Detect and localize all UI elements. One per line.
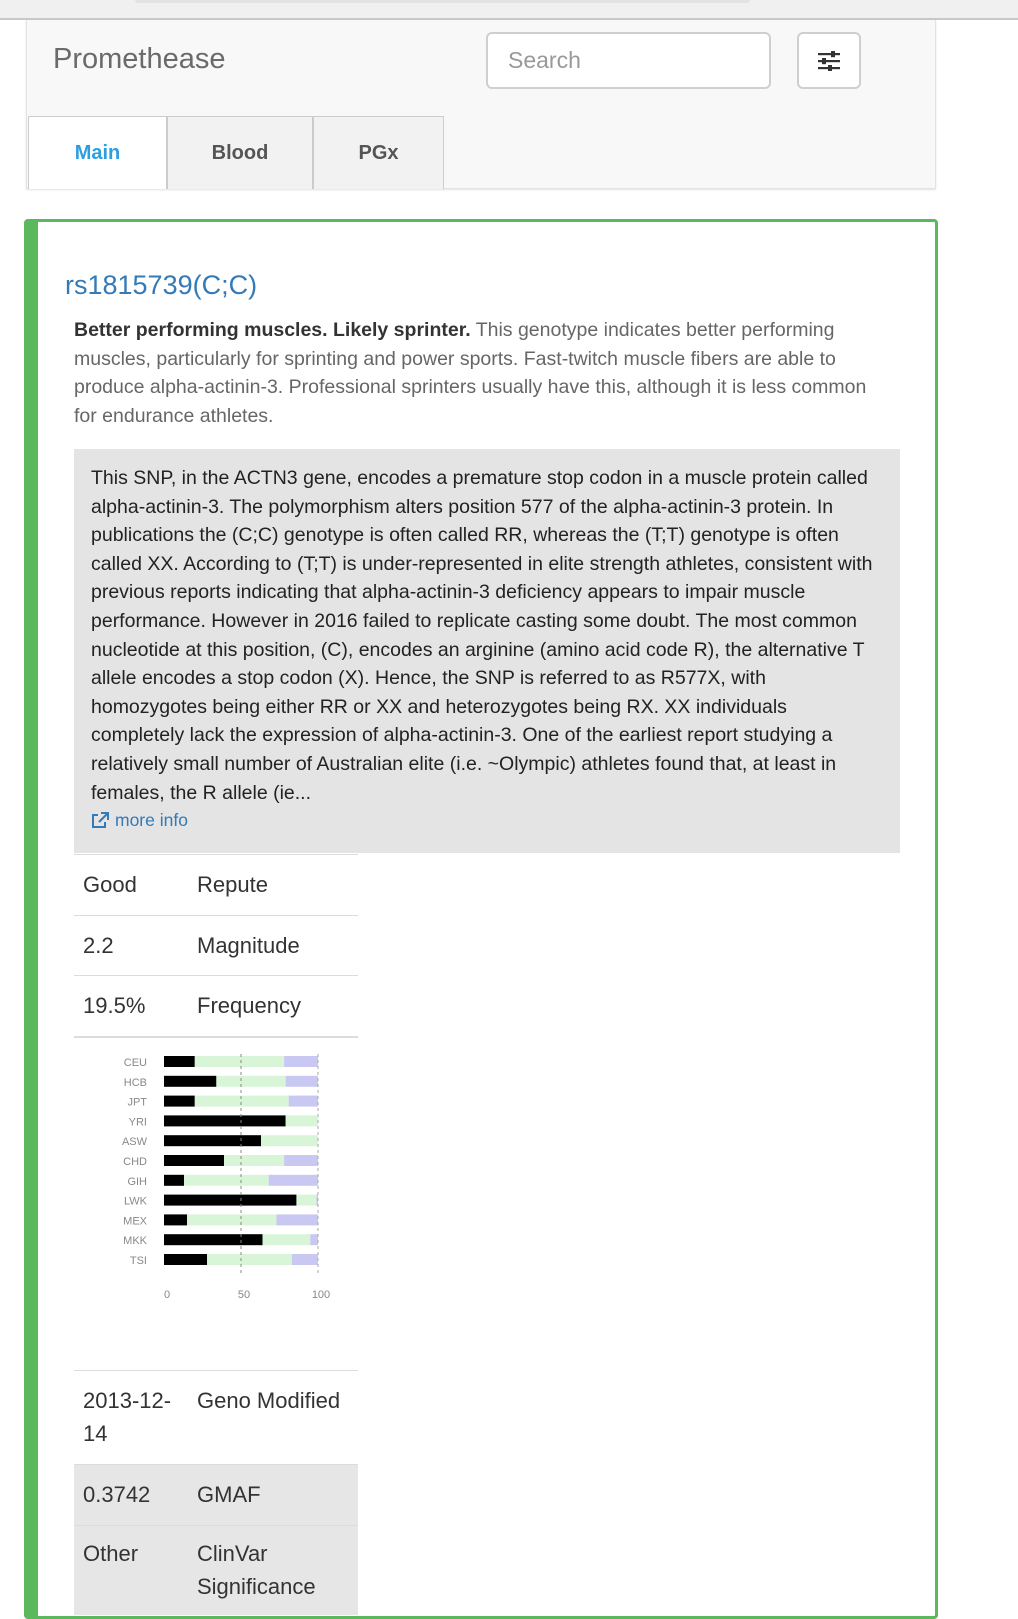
- population-bar-chart: [74, 1038, 358, 1338]
- clinvar-label: ClinVar Significance: [197, 1541, 316, 1599]
- repute-value: Good: [83, 872, 137, 897]
- app-title: Promethease: [53, 43, 226, 75]
- table-row: [74, 1464, 358, 1525]
- tab-main[interactable]: Main: [28, 116, 167, 189]
- chart-bar-segment: [187, 1214, 276, 1225]
- chart-bar-segment: [261, 1135, 318, 1146]
- chart-x-tick-label: 50: [237, 1288, 251, 1301]
- app-header: [26, 20, 936, 189]
- table-row: [74, 1525, 358, 1615]
- chart-x-tick-label: 0: [163, 1288, 171, 1301]
- chart-category-label: MKK: [123, 1235, 147, 1248]
- chart-category-label: CHD: [123, 1156, 147, 1168]
- gmaf-value: 0.3742: [83, 1482, 151, 1507]
- frequency-label: Frequency: [197, 993, 301, 1018]
- snp-summary: [74, 316, 894, 430]
- chart-bar-segment: [164, 1076, 216, 1087]
- frequency-value: 19.5%: [83, 993, 146, 1018]
- table-row: [74, 1370, 358, 1464]
- summary-text: This genotype indicates better performing muscles, particularly for sprinting and power sports. Fast-twitch muscle fibers are able to produce alpha-actinin-3. Professional sprinters usually have this, although it is less common for endurance athletes.: [74, 319, 867, 427]
- chart-bar-segment: [296, 1195, 316, 1206]
- chart-bar-segment: [195, 1096, 289, 1107]
- stats-table-bottom: [74, 1370, 358, 1615]
- sliders-icon: [817, 51, 841, 71]
- chart-category-label: TSI: [129, 1255, 147, 1267]
- tab-pgx[interactable]: PGx: [313, 116, 444, 189]
- description-text: This SNP, in the ACTN3 gene, encodes a premature stop codon in a muscle protein called alpha-actinin-3. The polymorphism alters position 577 of the alpha-actinin-3 protein. In publications the (C;C) genotype is often called RR, whereas the (T;T) genotype is often called XX. According to (T;T) is under-represented in elite strength athletes, consistent with previous reports indicating that alpha-actinin-3 deficiency appears to impair muscle performance. However in 2016 failed to replicate casting some doubt. The most common nucleotide at this position, (C), encodes an arginine (amino acid code R), the alternative T allele encodes a stop codon (X). Hence, the SNP is referred to as R577X, with homozygotes being either RR or XX and heterozygotes being RX. XX individuals completely lack the expression of alpha-actinin-3. One of the earliest report studying a relatively small number of Australian elite (i.e. ~Olympic) athletes found that, at least in females, the R allele (ie...: [91, 467, 873, 804]
- tab-bar: [28, 116, 444, 189]
- chart-bar-segment: [164, 1195, 296, 1206]
- chart-bar-segment: [216, 1076, 285, 1087]
- table-row: [74, 854, 358, 915]
- table-row: [74, 975, 358, 1036]
- chart-x-tick-label: 100: [311, 1288, 331, 1301]
- chart-category-label: HCB: [123, 1076, 147, 1089]
- gmaf-label: GMAF: [197, 1482, 261, 1507]
- chart-category-label: GIH: [127, 1175, 147, 1188]
- chart-bar-segment: [269, 1175, 318, 1186]
- chart-bar-segment: [164, 1254, 207, 1265]
- chart-bar-segment: [184, 1175, 269, 1186]
- chart-bar-segment: [164, 1175, 184, 1186]
- geno-modified-value: 2013-12-14: [83, 1388, 172, 1446]
- chart-bar-segment: [289, 1096, 318, 1107]
- snp-title-link[interactable]: rs1815739(C;C): [65, 270, 258, 300]
- magnitude-label: Magnitude: [197, 932, 300, 958]
- chart-bar-segment: [164, 1096, 195, 1107]
- chart-bar-segment: [164, 1115, 286, 1126]
- chart-bar-segment: [286, 1076, 318, 1087]
- table-row: [74, 915, 358, 975]
- chart-bar-segment: [164, 1155, 224, 1166]
- tab-blood[interactable]: Blood: [167, 116, 313, 189]
- address-bar-edge: [135, 0, 750, 3]
- external-link-icon: [91, 812, 109, 829]
- chart-bar-segment: [276, 1214, 318, 1225]
- summary-headline: Better performing muscles. Likely sprinter.: [74, 319, 471, 341]
- search-input[interactable]: [486, 32, 771, 89]
- filter-button[interactable]: [797, 32, 861, 89]
- chart-bar-segment: [164, 1234, 263, 1245]
- chart-bar-segment: [164, 1135, 261, 1146]
- chart-category-label: ASW: [121, 1136, 147, 1149]
- population-frequency-chart: [74, 1036, 358, 1374]
- chart-bar-segment: [195, 1056, 284, 1067]
- chart-category-label: MEX: [123, 1215, 147, 1228]
- chart-category-label: YRI: [128, 1116, 147, 1129]
- chart-category-label: JPT: [127, 1096, 147, 1109]
- geno-modified-label: Geno Modified: [197, 1388, 341, 1413]
- chart-bar-segment: [164, 1214, 187, 1225]
- chart-bar-segment: [310, 1234, 318, 1245]
- magnitude-value: 2.2: [83, 932, 114, 958]
- chart-bar-segment: [263, 1234, 311, 1245]
- stats-table-top: [74, 854, 358, 1036]
- chart-bar-segment: [286, 1115, 318, 1126]
- chart-bar-segment: [284, 1155, 318, 1166]
- more-info-link[interactable]: [91, 808, 882, 832]
- chart-bar-segment: [164, 1056, 195, 1067]
- chart-bar-segment: [292, 1254, 318, 1265]
- chart-category-label: LWK: [123, 1195, 147, 1208]
- chart-bar-segment: [207, 1254, 292, 1265]
- chart-bar-segment: [224, 1155, 284, 1166]
- clinvar-value: Other: [83, 1541, 139, 1566]
- more-info-label: more info: [115, 810, 188, 831]
- repute-label: Repute: [197, 872, 268, 897]
- snp-description: [74, 449, 900, 853]
- chart-bar-segment: [284, 1056, 318, 1067]
- browser-top-bar: [0, 0, 1018, 20]
- chart-category-label: CEU: [123, 1057, 147, 1069]
